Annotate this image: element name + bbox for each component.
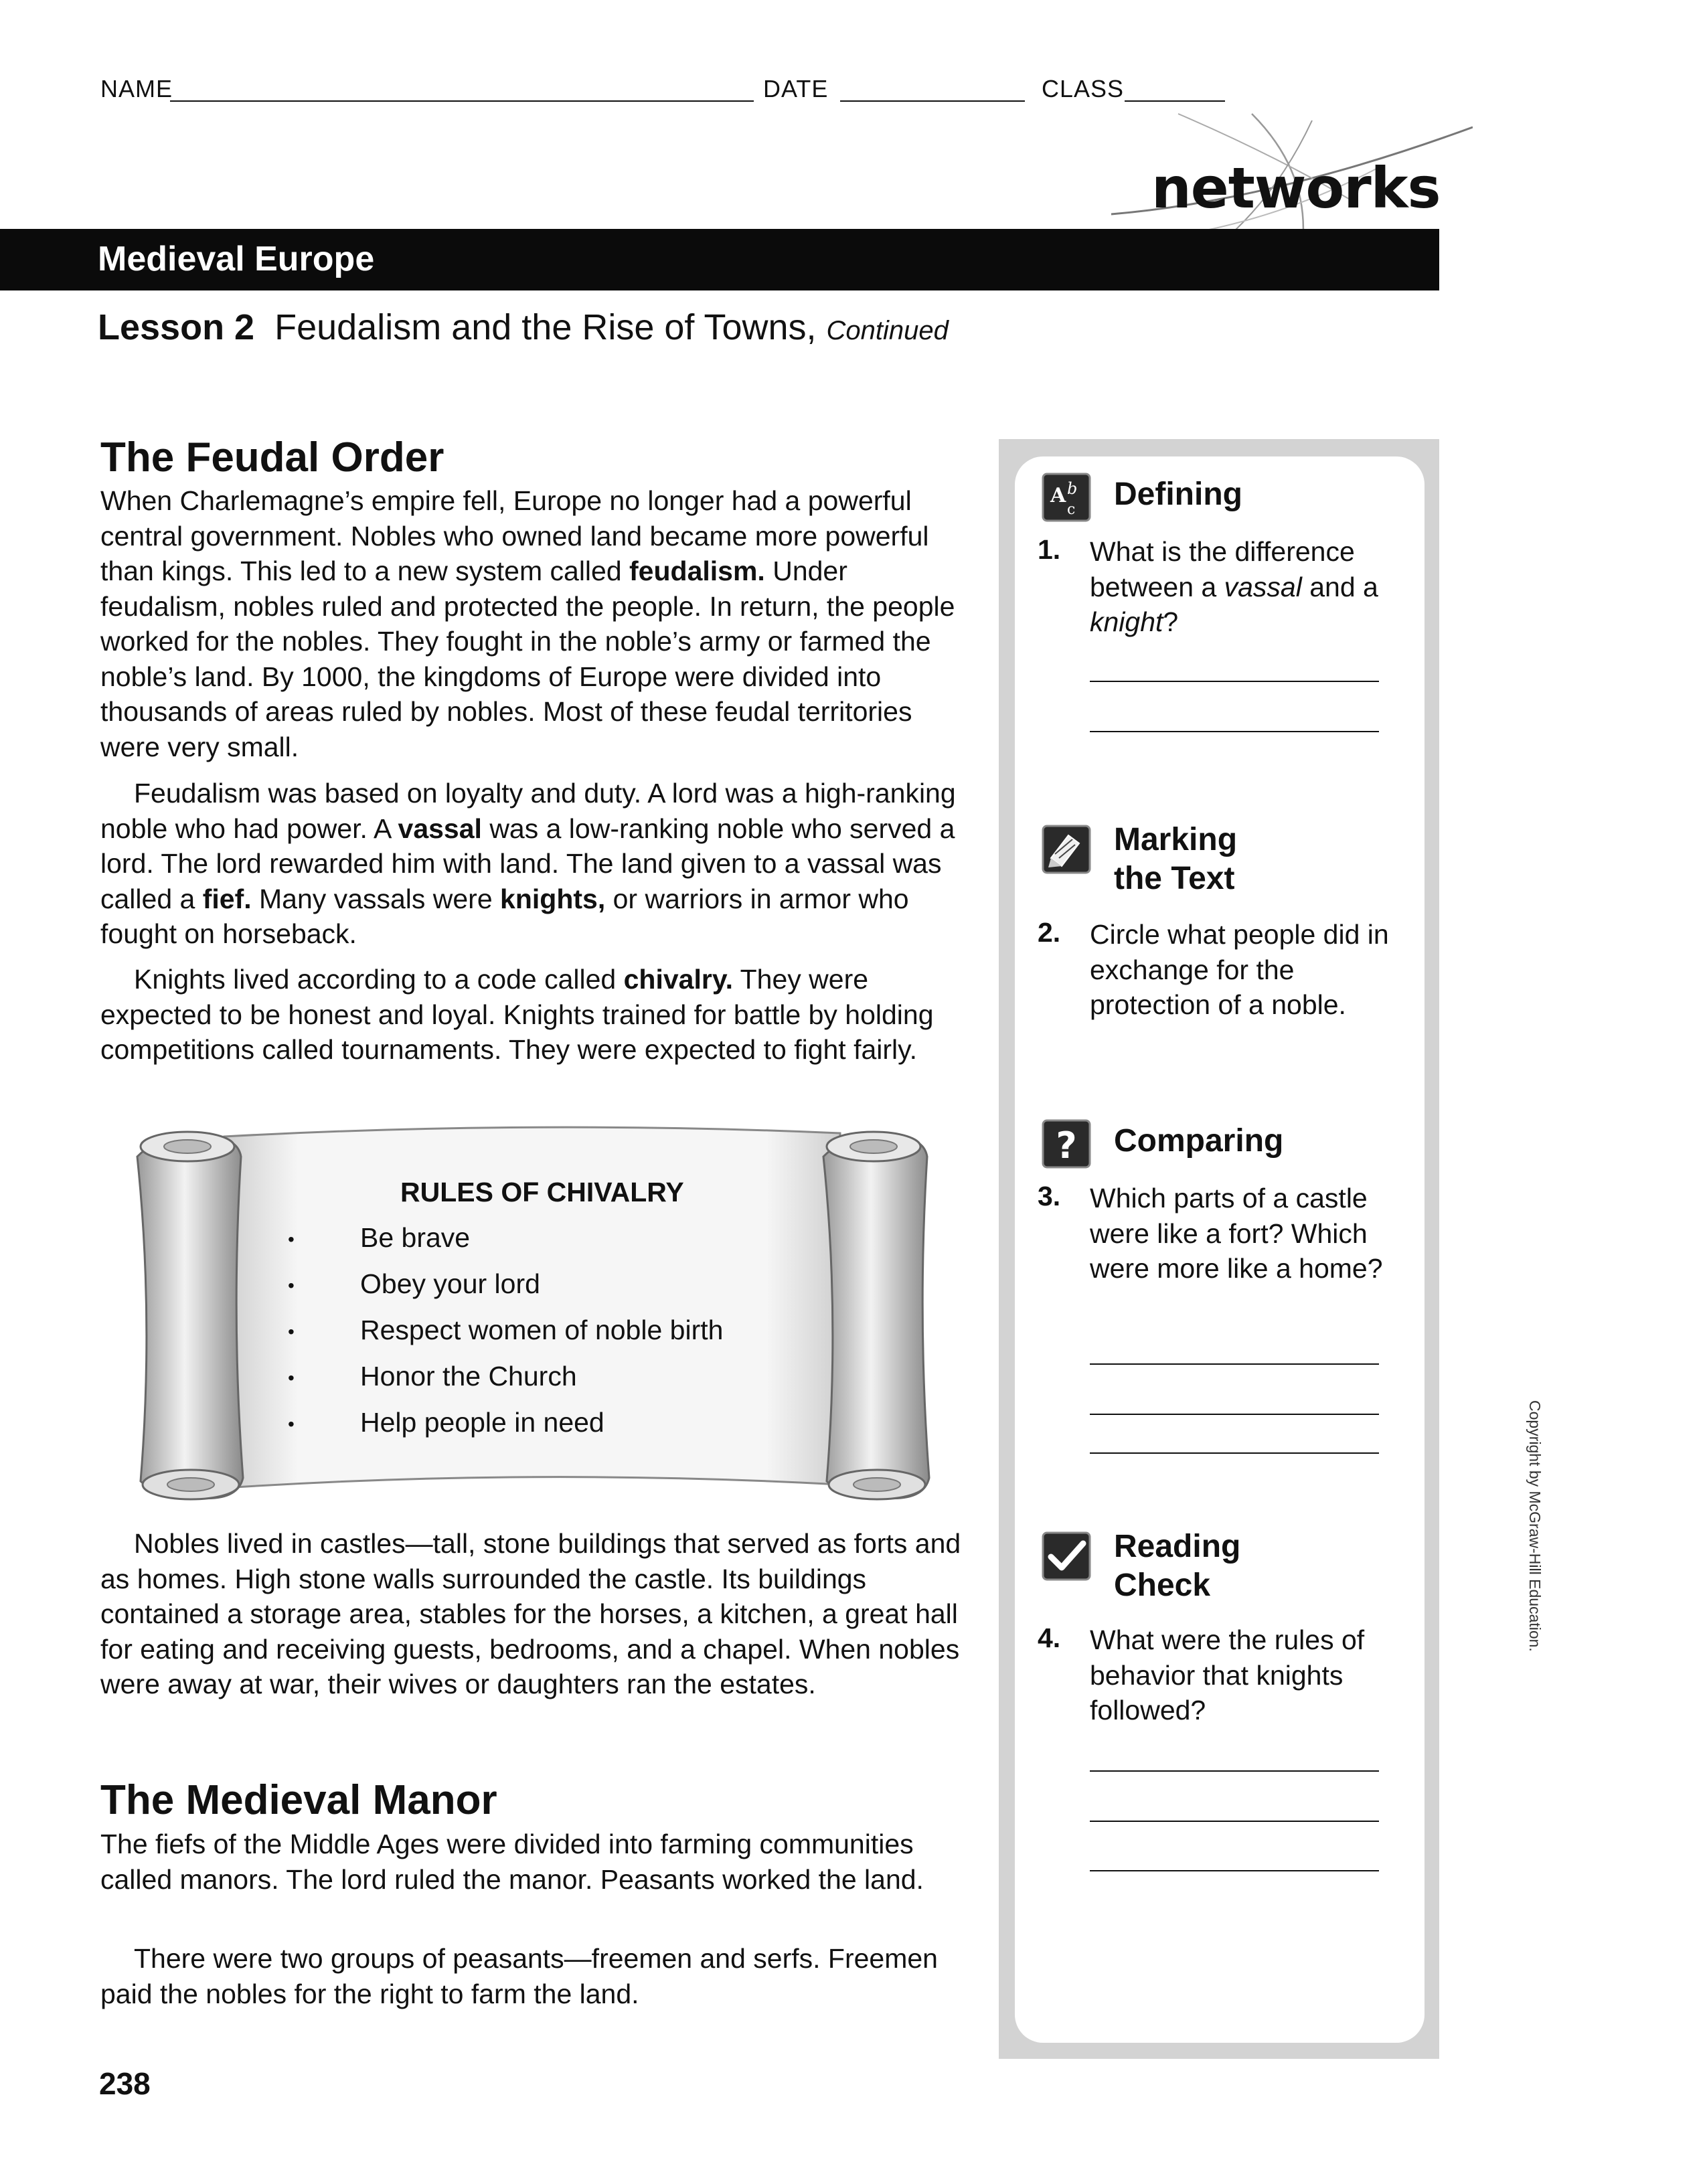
bullet: • xyxy=(288,1367,295,1389)
term-fief: fief. xyxy=(202,883,252,914)
paragraph xyxy=(100,776,971,952)
date-label: DATE xyxy=(763,75,829,102)
paragraph xyxy=(100,483,971,764)
checkmark-icon xyxy=(1042,1531,1091,1581)
answer-line[interactable] xyxy=(1090,1414,1379,1415)
marking-heading xyxy=(1114,821,1237,898)
name-field[interactable] xyxy=(170,100,754,102)
term-vassal: vassal xyxy=(1224,571,1302,602)
paragraph: Nobles lived in castles—tall, stone buildings that served as forts and as homes. High stone walls surrounded the castle. Its buildings contained a storage area, stables for the horses, a kitchen, a great hall for eating and receiving guests, bedrooms, and a chapel. When nobles were away at war, their wives or daughters ran the estates. xyxy=(100,1528,961,1699)
lesson-continued: Continued xyxy=(826,316,949,345)
text-run: was a low-ranking noble who served a lord. The lord rewarded him with land. The land given to a vassal was called a xyxy=(100,813,955,914)
paragraph xyxy=(100,962,971,1068)
rule-text: Respect women of noble birth xyxy=(360,1315,724,1345)
answer-line[interactable] xyxy=(1090,1770,1379,1772)
section-heading-medieval-manor: The Medieval Manor xyxy=(100,1777,497,1823)
svg-text:b: b xyxy=(1067,479,1078,498)
question-number: 2. xyxy=(1038,917,1061,948)
answer-line[interactable] xyxy=(1090,1363,1379,1365)
answer-line[interactable] xyxy=(1090,1821,1379,1822)
heading-line: the Text xyxy=(1114,861,1235,896)
bullet: • xyxy=(288,1275,295,1296)
heading-line: Check xyxy=(1114,1568,1211,1603)
lesson-number: Lesson 2 xyxy=(98,307,255,347)
answer-line[interactable] xyxy=(1090,681,1379,682)
bullet: • xyxy=(288,1321,295,1343)
text-run: Knights lived according to a code called xyxy=(134,964,624,995)
rule-text: Be brave xyxy=(360,1222,471,1253)
text-run: or warriors in armor who fought on horseback. xyxy=(100,883,909,949)
rule-text: Help people in need xyxy=(360,1407,604,1438)
text-run: Under feudalism, nobles ruled and protected the people. In return, the people worked for the nobles. They fought in the noble’s army or farmed the noble’s land. By 1000, the kingdoms of Europe were divided into thousands of areas ruled by nobles. Most of these feudal territories were very small. xyxy=(100,556,955,762)
text-run: Many vassals were xyxy=(251,883,501,914)
list-item xyxy=(288,1268,540,1300)
defining-heading: Defining xyxy=(1114,477,1242,512)
heading-line: Reading xyxy=(1114,1529,1241,1564)
question-number: 3. xyxy=(1038,1181,1061,1211)
question-text: What were the rules of behavior that knights followed? xyxy=(1090,1624,1365,1726)
heading-line: Marking xyxy=(1114,822,1238,857)
text-run: ? xyxy=(1163,606,1179,637)
section-heading-feudal-order: The Feudal Order xyxy=(100,434,444,481)
date-field[interactable] xyxy=(840,100,1025,102)
text-run: They were expected to be honest and loyal. Knights trained for battle by holding competitions called tournaments. They were expected to fight fairly. xyxy=(100,964,934,1065)
text-run: When Charlemagne’s empire fell, Europe no longer had a powerful central government. Nobles who owned land became more powerful than kings. This led to a new system called xyxy=(100,485,929,586)
logo-text: networks xyxy=(1151,155,1441,221)
question-text: Which parts of a castle were like a fort? Which were more like a home? xyxy=(1090,1183,1383,1284)
answer-line[interactable] xyxy=(1090,731,1379,732)
term-knights: knights, xyxy=(500,883,606,914)
question-text: Circle what people did in exchange for the protection of a noble. xyxy=(1090,919,1389,1020)
scroll-illustration xyxy=(124,1116,941,1508)
answer-line[interactable] xyxy=(1090,1870,1379,1871)
question-number: 4. xyxy=(1038,1622,1061,1653)
svg-text:c: c xyxy=(1067,501,1076,518)
term-knight: knight xyxy=(1090,606,1163,637)
copyright-notice: Copyright by McGraw-Hill Education. xyxy=(1526,1400,1544,1652)
paragraph: The fiefs of the Middle Ages were divided into farming communities called manors. The lord ruled the manor. Peasants worked the land. xyxy=(100,1829,924,1895)
text-run: and a xyxy=(1301,571,1378,602)
question-number: 1. xyxy=(1038,534,1061,565)
rule-text: Obey your lord xyxy=(360,1268,540,1299)
svg-text:A: A xyxy=(1050,484,1066,507)
list-item xyxy=(288,1361,577,1392)
unit-title: Medieval Europe xyxy=(98,240,375,278)
svg-text:?: ? xyxy=(1056,1124,1077,1167)
question-text xyxy=(1090,534,1398,640)
lesson-title xyxy=(98,307,949,348)
list-item xyxy=(288,1407,604,1438)
rule-text: Honor the Church xyxy=(360,1361,577,1392)
list-item xyxy=(288,1315,723,1346)
comparing-heading: Comparing xyxy=(1114,1123,1284,1159)
lesson-name: Feudalism and the Rise of Towns, xyxy=(274,307,817,347)
reading-check-heading xyxy=(1114,1527,1240,1605)
question-mark-icon xyxy=(1042,1119,1091,1169)
bullet: • xyxy=(288,1229,295,1250)
abc-dictionary-icon xyxy=(1042,473,1091,522)
highlighter-icon xyxy=(1042,825,1091,874)
rules-title: RULES OF CHIVALRY xyxy=(400,1177,684,1207)
list-item xyxy=(288,1222,470,1254)
term-chivalry: chivalry. xyxy=(623,964,733,995)
name-label: NAME xyxy=(100,75,173,102)
text-run: Feudalism was based on loyalty and duty. A lord was a high-ranking noble who had power. A xyxy=(100,778,956,844)
bullet: • xyxy=(288,1414,295,1435)
paragraph: There were two groups of peasants—freemen and serfs. Freemen paid the nobles for the right to farm the land. xyxy=(100,1943,938,2009)
answer-line[interactable] xyxy=(1090,1452,1379,1454)
page-number: 238 xyxy=(99,2066,151,2101)
text-run: What is the difference between a xyxy=(1090,536,1355,602)
term-feudalism: feudalism. xyxy=(629,556,765,586)
class-label: CLASS xyxy=(1042,75,1125,102)
term-vassal: vassal xyxy=(398,813,482,844)
